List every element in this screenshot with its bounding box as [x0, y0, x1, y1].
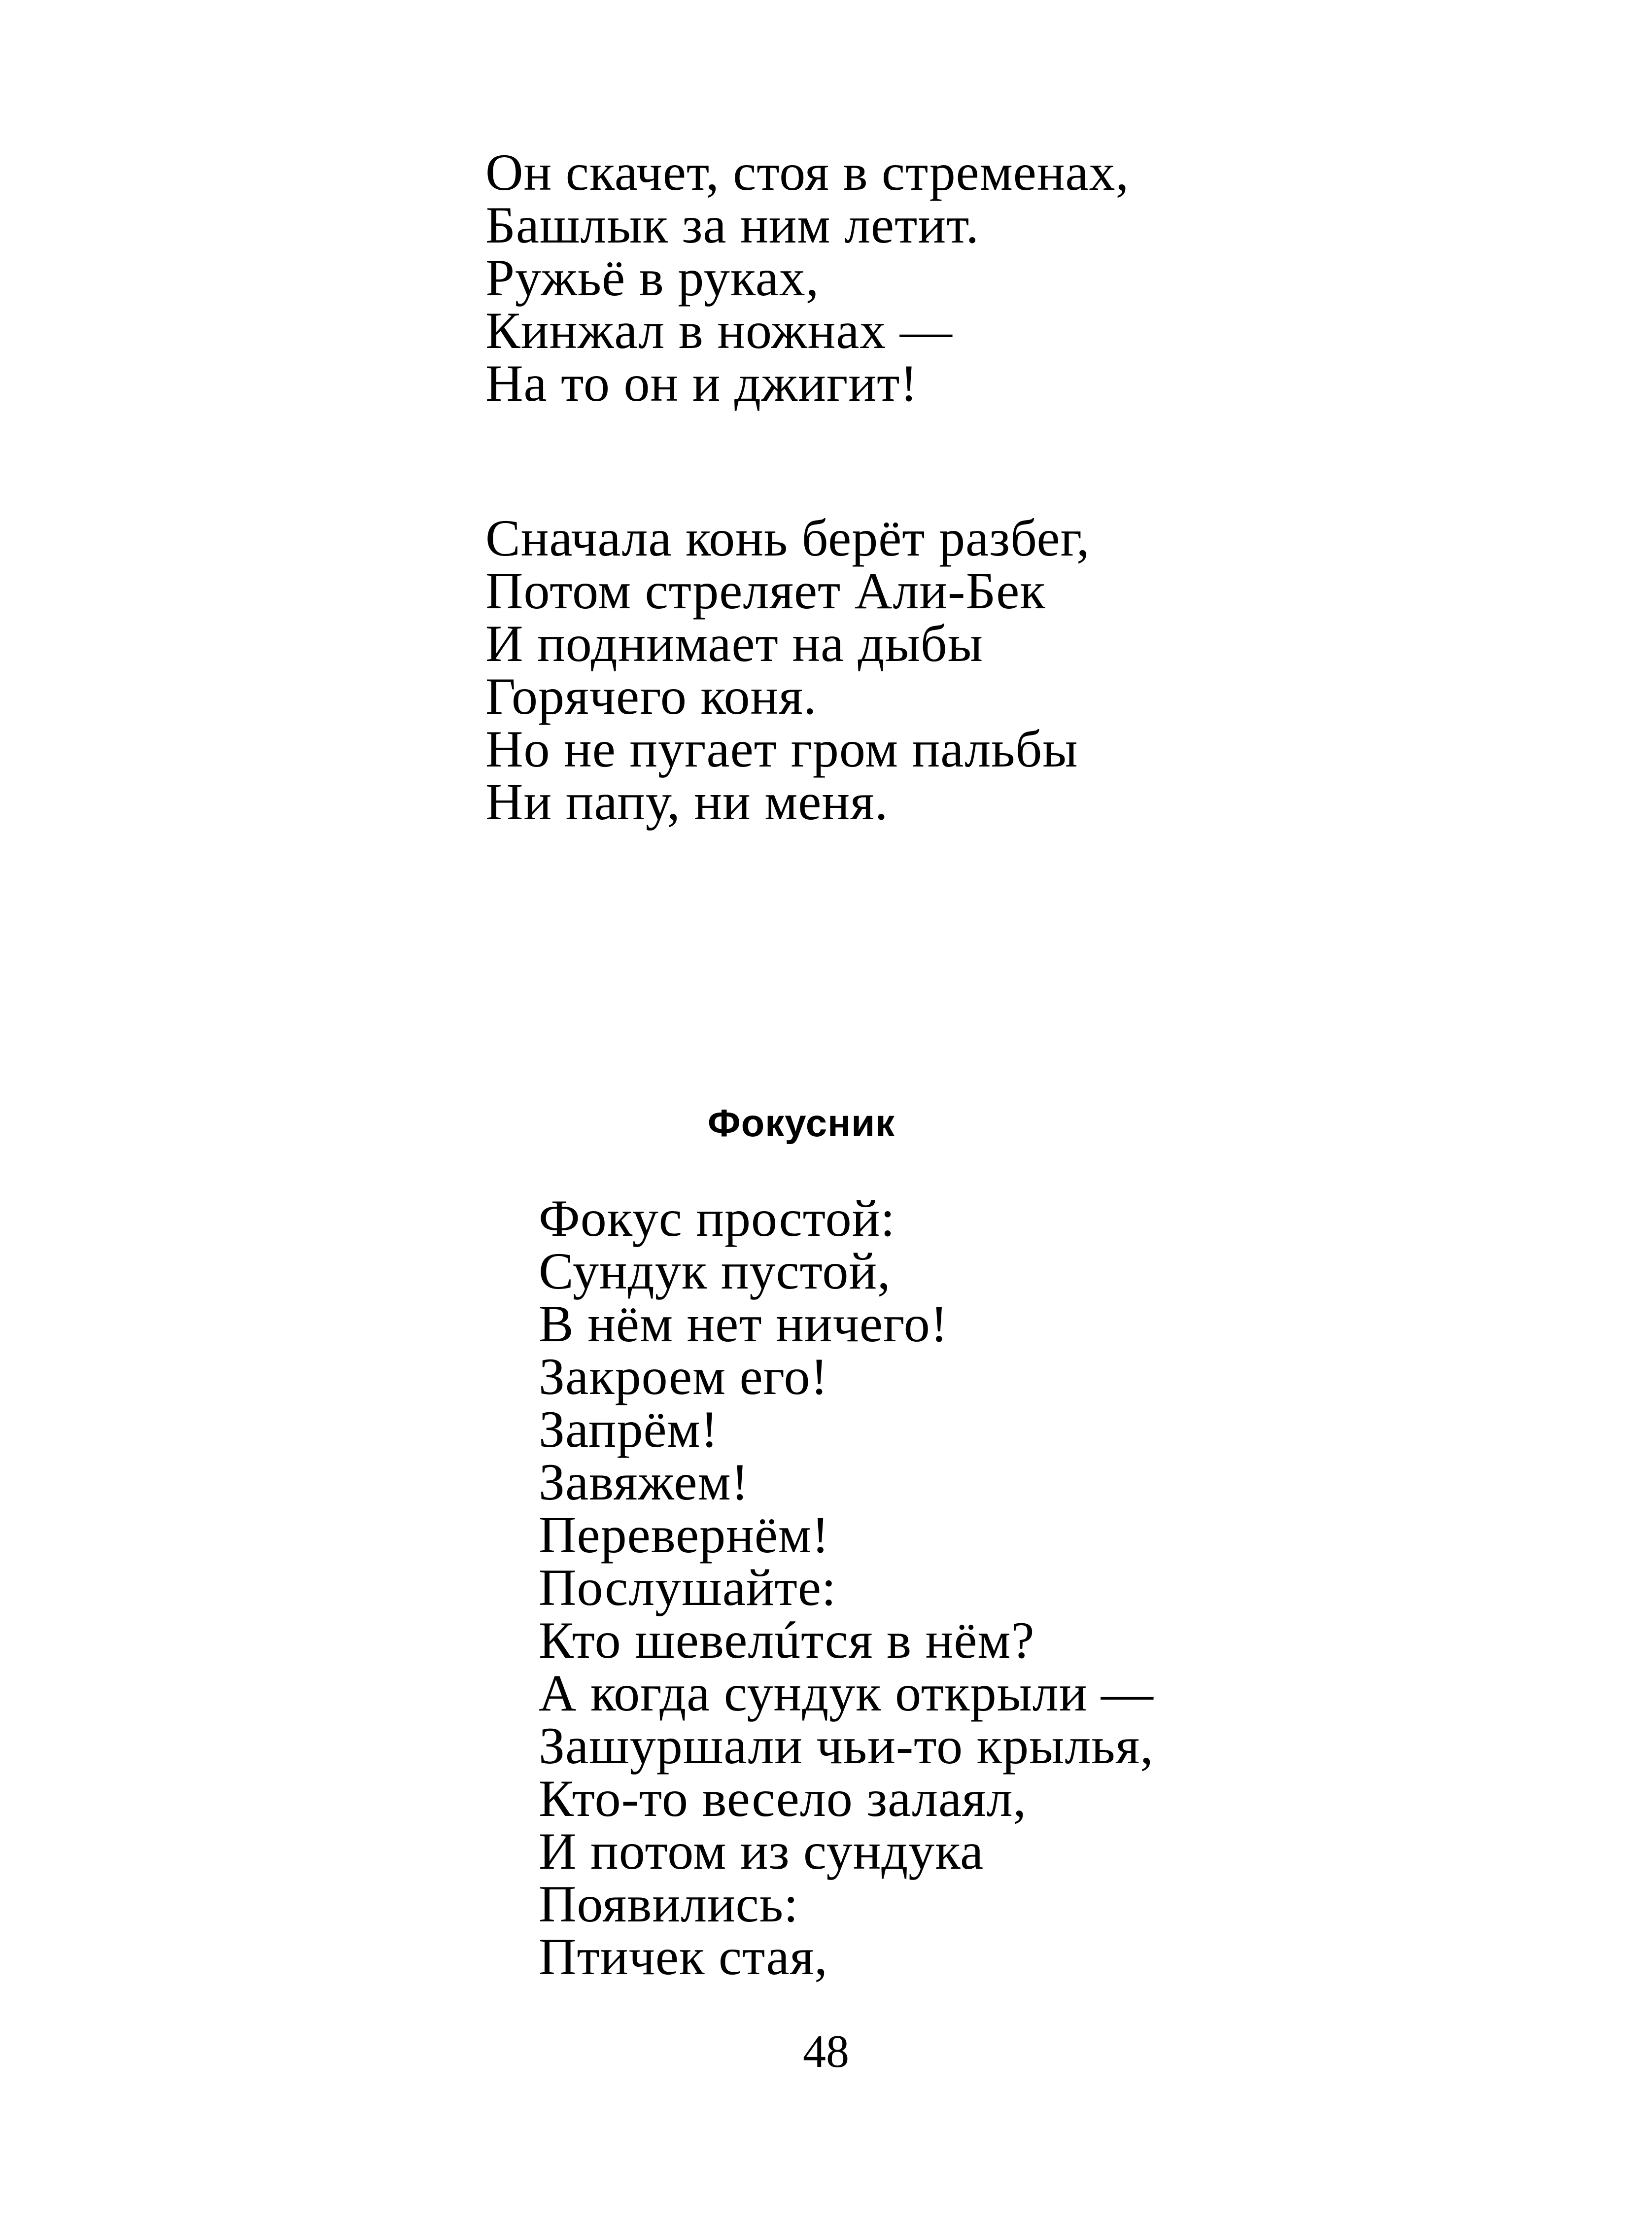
poem-line: Закроем его! — [539, 1348, 828, 1405]
poem-line: А когда сундук открыли — — [539, 1664, 1154, 1722]
poem-line: Но не пугает гром пальбы — [485, 720, 1078, 778]
poem-line: Кто шевелúтся в нём? — [539, 1611, 1035, 1669]
poem-line: И потом из сундука — [539, 1822, 984, 1880]
poem-line: Сначала конь берёт разбег, — [485, 509, 1090, 567]
poem-line: Перевернём! — [539, 1506, 830, 1564]
poem-line: Сундук пустой, — [539, 1242, 891, 1300]
poem-line: Птичек стая, — [539, 1928, 828, 1986]
poem-line: Зашуршали чьи-то крылья, — [539, 1717, 1154, 1775]
poem-line: Завяжем! — [539, 1453, 749, 1511]
poem-line: Башлык за ним летит. — [485, 196, 979, 254]
poem-line: Появились: — [539, 1875, 799, 1933]
page-number: 48 — [803, 2026, 849, 2077]
poem-line: В нём нет ничего! — [539, 1295, 949, 1353]
poem-line: Ни папу, ни меня. — [485, 773, 889, 831]
stanza-2 — [485, 509, 1090, 831]
poem-line: Потом стреляет Али-Бек — [485, 562, 1046, 620]
poem-line: Он скачет, стоя в стременах, — [485, 143, 1130, 201]
poem-title: Фокусник — [708, 1101, 895, 1145]
poem-line: На то он и джигит! — [485, 354, 918, 412]
stanza-fokusnik — [539, 1189, 1154, 1986]
stanza-1 — [485, 143, 1130, 412]
poem-line: Кинжал в ножнах — — [485, 302, 953, 359]
poem-line: И поднимает на дыбы — [485, 615, 983, 672]
poem-line: Кто-то весело залаял, — [539, 1770, 1027, 1827]
poem-line: Горячего коня. — [485, 667, 817, 725]
poem-line: Фокус простой: — [539, 1189, 895, 1247]
poem-line: Запрём! — [539, 1400, 719, 1458]
poem-line: Послушайте: — [539, 1559, 837, 1616]
poem-line: Ружьё в руках, — [485, 249, 820, 307]
